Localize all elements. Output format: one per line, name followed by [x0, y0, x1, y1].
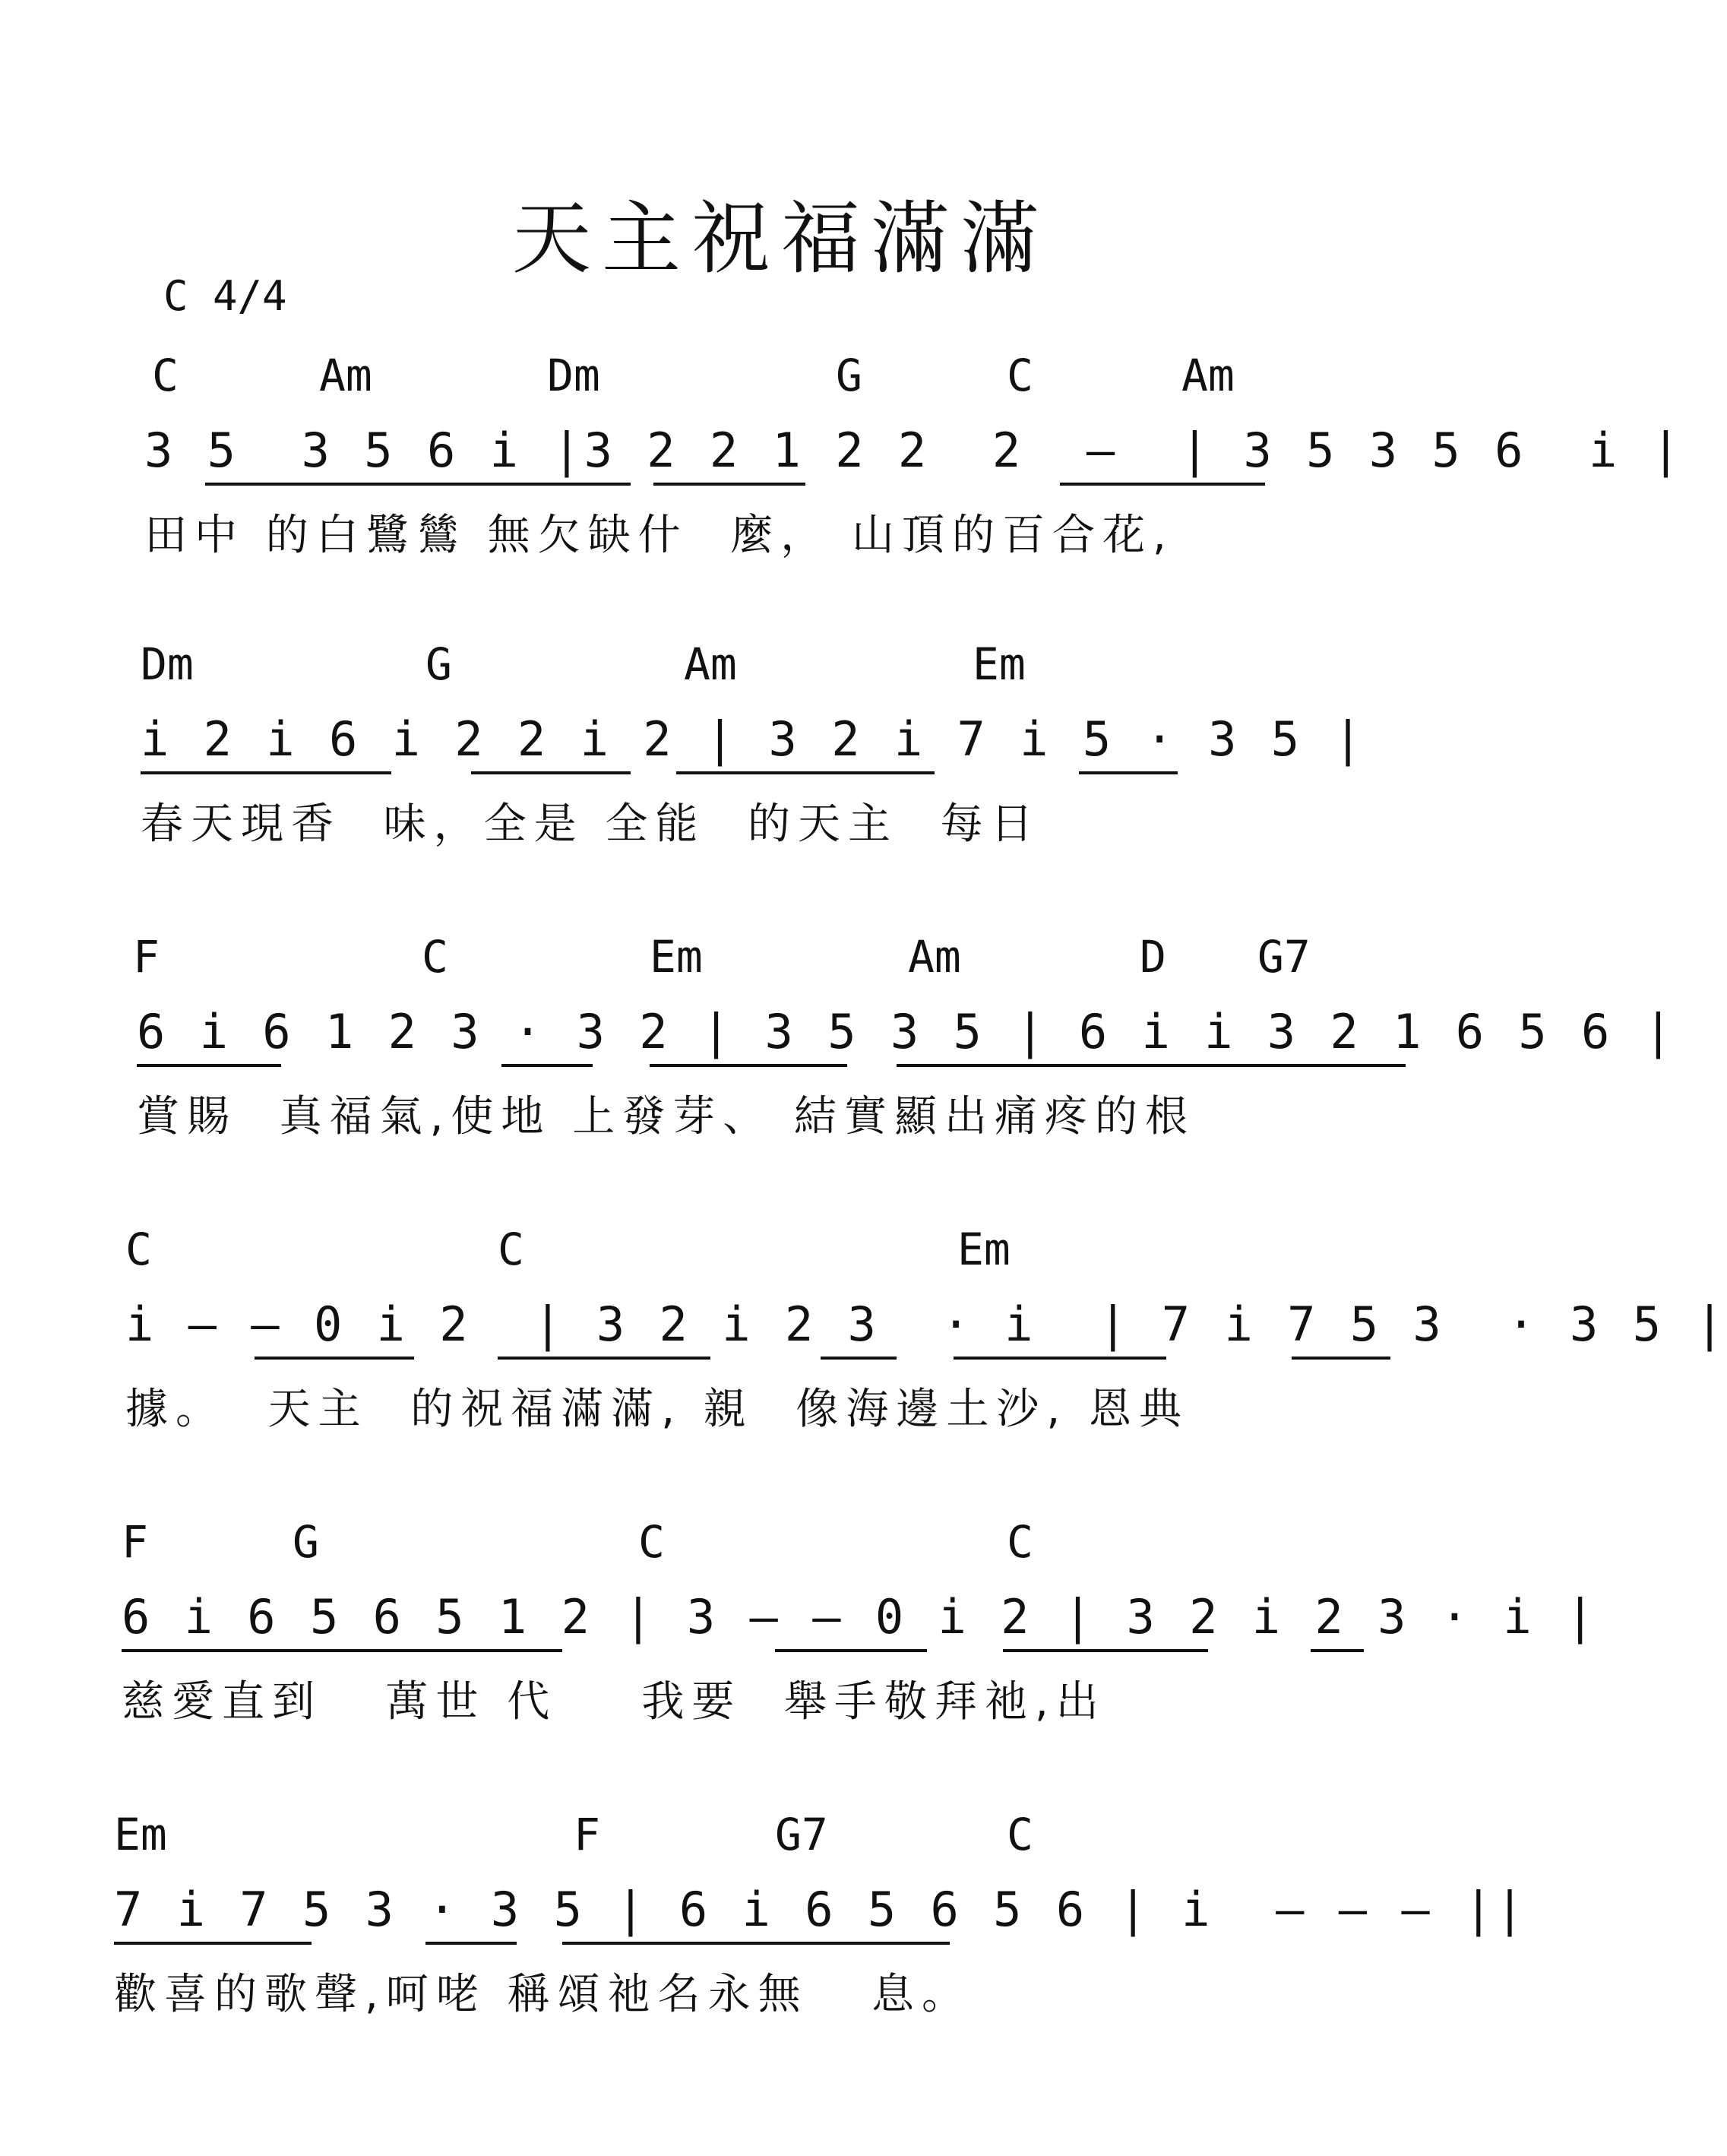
beam-underline: [676, 771, 935, 774]
lyric-line: 田中 的白鷺鷥 無欠缺什 麼， 山頂的百合花,: [144, 511, 1174, 560]
chord-symbol: Dm: [547, 350, 600, 401]
chord-symbol: Em: [957, 1224, 1011, 1275]
beam-underline: [954, 1357, 1166, 1360]
score-line-3: [0, 931, 1676, 1205]
score-line-6: [0, 1809, 1562, 2082]
chord-symbol: F: [122, 1516, 148, 1568]
beam-underline: [562, 1942, 950, 1945]
chord-symbol: Dm: [141, 638, 194, 690]
numbered-notation: i 2 i 6 i 2 2 i 2 | 3 2 i 7 i 5 · 3 5 |: [141, 711, 1365, 767]
chord-symbol: C: [1007, 1516, 1033, 1568]
beam-underline: [1003, 1649, 1208, 1652]
numbered-notation: 6 i 6 5 6 5 1 2 | 3 — — 0 i 2 | 3 2 i 2 3 · i |: [122, 1589, 1598, 1645]
beam-underline: [775, 1649, 927, 1652]
chord-symbol: F: [133, 931, 160, 983]
score-line-1: [0, 350, 1684, 623]
lyric-line: 春天現香 味，全是 全能 的天主 每日: [141, 799, 1041, 849]
chord-symbol: Am: [684, 638, 737, 690]
beam-underline: [137, 1064, 281, 1067]
chord-symbol: G7: [1257, 931, 1311, 983]
numbered-notation: i — — 0 i 2 | 3 2 i 2 3 · i | 7 i 7 5 3 · 3 5 |: [125, 1296, 1727, 1352]
chord-symbol: G7: [775, 1809, 828, 1860]
beam-underline: [498, 1357, 710, 1360]
lyric-line: 據。 天主 的祝福滿滿, 親 像海邊土沙, 恩典: [125, 1385, 1190, 1434]
chord-symbol: Em: [650, 931, 703, 983]
score-line-5: [0, 1516, 1598, 1790]
beam-underline: [821, 1357, 897, 1360]
beam-underline: [1292, 1357, 1390, 1360]
beam-underline: [114, 1942, 312, 1945]
beam-underline: [122, 1649, 562, 1652]
lyric-line: 慈愛直到 萬世 代 我要 舉手敬拜祂,出: [122, 1677, 1106, 1727]
numbered-notation: 6 i 6 1 2 3 · 3 2 | 3 5 3 5 | 6 i i 3 2 1 6 5 6 |: [137, 1004, 1676, 1059]
score-line-2: [0, 638, 1562, 912]
score-line-4: [0, 1224, 1727, 1497]
chord-symbol: Em: [973, 638, 1026, 690]
chord-symbol: C: [1007, 350, 1033, 401]
lyric-line: 賞賜 真福氣,使地 上發芽、 結實顯出痛疼的根: [137, 1092, 1196, 1141]
chord-symbol: C: [422, 931, 448, 983]
beam-underline: [141, 771, 391, 774]
chord-symbol: G: [836, 350, 862, 401]
beam-underline: [897, 1064, 1406, 1067]
chord-symbol: Em: [114, 1809, 167, 1860]
beam-underline: [1311, 1649, 1364, 1652]
numbered-notation: 7 i 7 5 3 · 3 5 | 6 i 6 5 6 5 6 | i — — — ||: [114, 1882, 1527, 1937]
key-signature: C 4/4: [163, 272, 287, 320]
chord-symbol: Am: [319, 350, 372, 401]
chord-symbol: C: [125, 1224, 152, 1275]
beam-underline: [650, 1064, 847, 1067]
beam-underline: [425, 1942, 517, 1945]
chord-symbol: C: [638, 1516, 665, 1568]
chord-symbol: Am: [1181, 350, 1235, 401]
chord-symbol: G: [425, 638, 452, 690]
song-title: 天主祝福滿滿: [511, 192, 1050, 285]
chord-symbol: D: [1140, 931, 1166, 983]
chord-symbol: C: [152, 350, 179, 401]
chord-symbol: C: [498, 1224, 524, 1275]
lyric-line: 歡喜的歌聲,呵咾 稱頌祂名永無 息。: [114, 1970, 973, 2019]
beam-underline: [1060, 483, 1265, 486]
beam-underline: [205, 483, 631, 486]
chord-symbol: F: [574, 1809, 600, 1860]
beam-underline: [1079, 771, 1178, 774]
beam-underline: [255, 1357, 414, 1360]
beam-underline: [501, 1064, 593, 1067]
beam-underline: [471, 771, 631, 774]
chord-symbol: C: [1007, 1809, 1033, 1860]
chord-symbol: G: [293, 1516, 319, 1568]
beam-underline: [653, 483, 805, 486]
chord-symbol: Am: [908, 931, 961, 983]
numbered-notation: 3 5 3 5 6 i |3 2 2 1 2 2 2 — | 3 5 3 5 6 i |: [144, 423, 1684, 478]
